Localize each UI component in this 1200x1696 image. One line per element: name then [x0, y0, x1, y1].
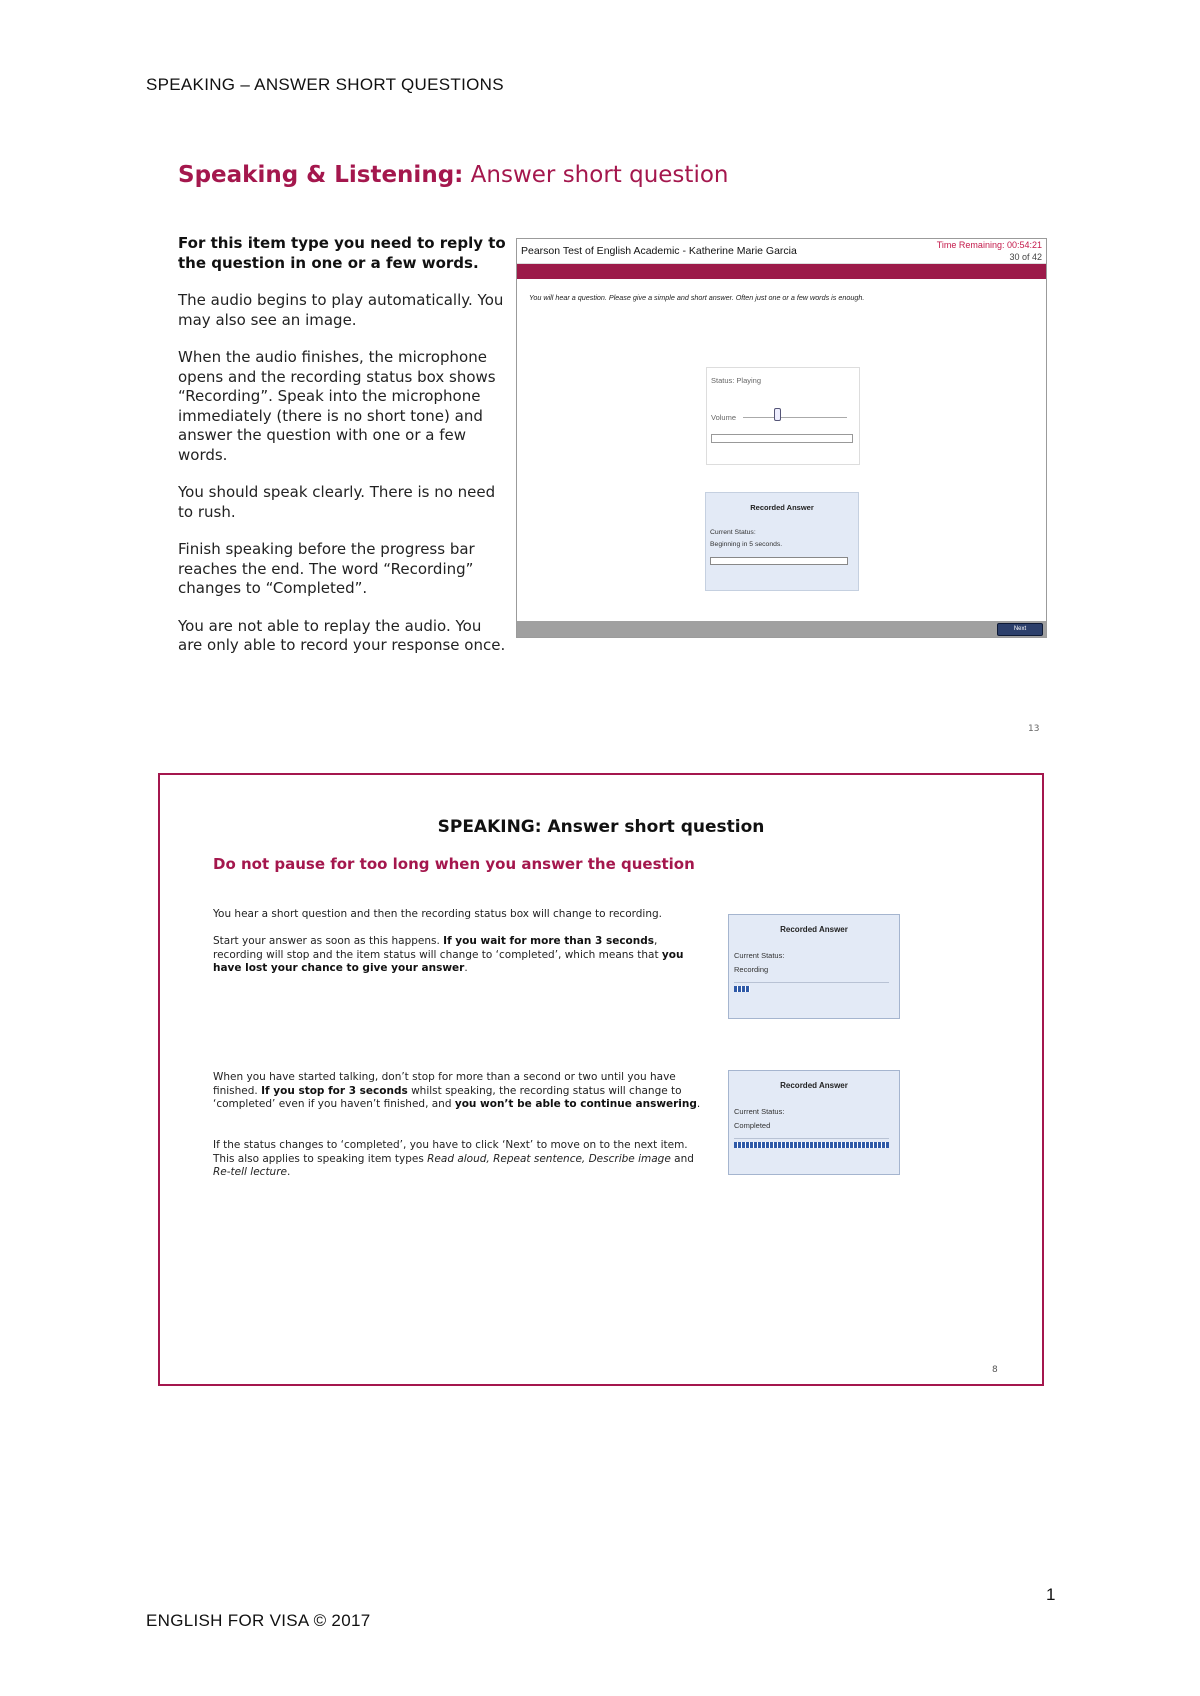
- recording-progress-bar: [710, 557, 848, 565]
- text: If the status changes to ‘completed’, you have to click ‘Next’ to move on to the next item. This also applies to speaking item types: [213, 1139, 688, 1165]
- slide2-paragraph-4: [213, 1139, 703, 1180]
- slide2-paragraph-3: [213, 1071, 703, 1112]
- audio-progress-bar: [711, 434, 853, 443]
- recorded-answer-box-recording: [728, 914, 900, 1019]
- text: whilst speaking, the recording status will change to ‘completed’ even if you haven’t finished, and: [213, 1084, 682, 1111]
- test-title-bar: [517, 239, 1046, 264]
- slide1-paragraph-lead: For this item type you need to reply to the question in one or a few words.: [178, 234, 506, 272]
- time-remaining: Time Remaining: 00:54:21: [936, 240, 1042, 250]
- slide1-paragraph: You are not able to replay the audio. You are only able to record your response once.: [178, 616, 506, 654]
- progress-track: [734, 982, 889, 983]
- slide2-paragraph-2: [213, 935, 703, 976]
- slide1-paragraph: The audio begins to play automatically. You may also see an image.: [178, 291, 504, 329]
- test-name: Pearson Test of English Academic - Katherine Marie Garcia: [521, 245, 797, 257]
- slide2-paragraph-1: You hear a short question and then the recording status box will change to recording.: [213, 908, 663, 920]
- volume-slider-knob[interactable]: [774, 408, 781, 421]
- emphasis: you have lost your chance to give your answer: [213, 948, 684, 975]
- text: .: [464, 962, 468, 975]
- current-status-value: Beginning in 5 seconds.: [710, 541, 783, 548]
- volume-slider-track[interactable]: [743, 417, 847, 418]
- current-status-label: Current Status:: [710, 529, 756, 536]
- slide1-title: [178, 162, 728, 188]
- test-footer-bar: [517, 621, 1046, 637]
- recorded-answer-box-completed: [728, 1070, 900, 1175]
- question-counter: 30 of 42: [1009, 252, 1042, 262]
- text: .: [287, 1166, 291, 1179]
- emphasis: you won’t be able to continue answering: [454, 1098, 697, 1111]
- slide1-title-rest: Answer short question: [463, 162, 729, 188]
- current-status-label: Current Status:: [734, 951, 785, 960]
- slide1-title-bold: Speaking & Listening:: [178, 162, 464, 188]
- test-instruction: You will hear a question. Please give a simple and short answer. Often just one or a few words is enough.: [529, 293, 865, 302]
- recorded-answer-box: [705, 492, 859, 591]
- text: .: [696, 1098, 701, 1111]
- next-button[interactable]: Next: [997, 623, 1043, 636]
- text: When you have started talking, don’t stop for more than a second or two until you have finished.: [213, 1071, 676, 1097]
- current-status-value: Completed: [734, 1121, 771, 1130]
- emphasis: If you stop for 3 seconds: [261, 1084, 408, 1097]
- current-status-label: Current Status:: [734, 1107, 785, 1116]
- volume-label: Volume: [711, 413, 737, 422]
- slide1-paragraph: You should speak clearly. There is no need to rush.: [178, 483, 496, 521]
- progress-track: [734, 1138, 889, 1139]
- slide2-title: SPEAKING: Answer short question: [437, 817, 765, 837]
- text: Start your answer as soon as this happens.: [213, 935, 444, 947]
- slide1-paragraph: When the audio finishes, the microphone opens and the recording status box shows “Recording”. Speak into the microphone immediately (there is no short tone) and answer the question with one or a few words.: [178, 348, 496, 464]
- document-header: SPEAKING – ANSWER SHORT QUESTIONS: [146, 75, 504, 94]
- recording-progress-fill: [734, 1142, 889, 1148]
- page-number: 1: [1046, 1585, 1056, 1604]
- recorded-answer-title: Recorded Answer: [780, 925, 848, 934]
- text: and: [670, 1152, 694, 1165]
- recorded-answer-title: Recorded Answer: [750, 503, 814, 512]
- slide1-paragraph: Finish speaking before the progress bar reaches the end. The word “Recording” changes to “Completed”.: [178, 540, 475, 597]
- slide1-number: 13: [1028, 724, 1040, 734]
- recording-progress-fill: [734, 986, 750, 992]
- emphasis: If you wait for more than 3 seconds: [443, 935, 654, 947]
- document-footer: ENGLISH FOR VISA © 2017: [146, 1611, 371, 1630]
- slide2-number: 8: [992, 1365, 998, 1375]
- emphasis: Re-tell lecture: [213, 1166, 287, 1179]
- player-status: Status: Playing: [711, 376, 762, 385]
- accent-bar: [517, 264, 1046, 279]
- emphasis: Read aloud, Repeat sentence, Describe image: [427, 1152, 671, 1165]
- slide2-subtitle: Do not pause for too long when you answer the question: [213, 855, 695, 873]
- text: , recording will stop and the item status will change to ‘completed’, which means that: [213, 935, 662, 961]
- slide2: [158, 773, 1044, 1386]
- recorded-answer-title: Recorded Answer: [780, 1081, 848, 1090]
- slide1-instructions: [178, 234, 508, 674]
- current-status-value: Recording: [734, 965, 769, 974]
- test-screenshot: [516, 238, 1047, 638]
- audio-player: [706, 367, 860, 465]
